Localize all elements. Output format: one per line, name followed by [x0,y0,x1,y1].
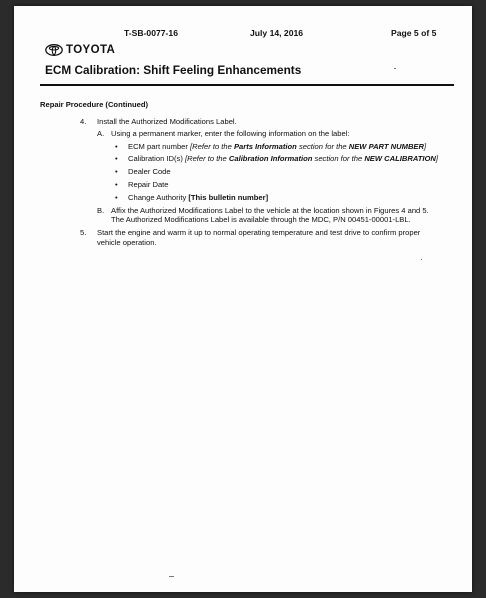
bullet-ref-end: ] [423,141,427,151]
step-number: 4. [80,117,87,126]
step-4 [80,117,440,225]
bullet-dot: • [115,167,118,177]
step-number: 5. [80,228,87,238]
toyota-logo [45,44,115,56]
substep-letter: B. [97,205,105,215]
bullet-label: Repair Date [128,179,169,189]
page-title: ECM Calibration: Shift Feeling Enhancements [45,63,302,77]
bullet-dot: • [115,141,118,151]
title-divider [40,84,454,86]
bullet-ref-mid: section for the [312,154,365,164]
substep-text: Using a permanent marker, enter the following information on the label: [111,128,350,138]
scan-speck [394,68,396,69]
toyota-emblem-icon [45,44,63,56]
bullet-ref-bold: Calibration Information [228,154,313,164]
doc-id: T-SB-0077-16 [124,28,178,38]
bullet-dealer-code [114,167,440,177]
bullet-label: Calibration ID(s) [128,154,185,164]
section-heading: Repair Procedure (Continued) [40,100,149,109]
bullet-label: Change Authority [128,192,189,202]
bullet-dot: • [115,192,118,202]
substep-text: Affix the Authorized Modifications Label to the vehicle at the location shown in Figures 4 and 5. The Authorized Modifications Label is available through the MDC, P/N 00451-00001-LBL. [111,205,429,225]
bullet-ref-bold: Parts Information [233,141,297,151]
document-page [14,6,472,592]
procedure-body [80,117,440,251]
bullet-dot: • [115,154,118,164]
step-5 [80,228,440,248]
step-text: Install the Authorized Modifications Label. [97,117,237,126]
bullet-ref-bold2: NEW CALIBRATION [364,154,436,164]
bullet-calibration-id [114,154,440,164]
bullet-ref-end: ] [435,154,439,164]
scan-speck [169,576,174,577]
bullet-label: Dealer Code [128,167,171,177]
bullet-label: ECM part number [128,141,191,151]
brand-name: TOYOTA [66,44,116,56]
bullet-ref-prefix: [Refer to the [184,154,229,164]
bullet-ref-prefix: [Refer to the [190,141,234,151]
substep-a [97,129,440,203]
substep-letter: A. [97,128,105,138]
bullet-change-authority [114,193,440,203]
step-text: Start the engine and warm it up to normal operating temperature and test drive to confirm proper vehicle operation. [97,228,421,247]
doc-date: July 14, 2016 [250,28,304,38]
bullet-dot: • [115,179,118,189]
scan-speck [421,259,422,260]
page-number: Page 5 of 5 [391,28,437,38]
bullet-bold: [This bulletin number] [188,192,269,202]
bullet-repair-date [114,180,440,190]
bullet-ecm-part-number [114,142,440,152]
substep-b [97,206,440,226]
bullet-ref-bold2: NEW PART NUMBER [348,141,424,151]
bullet-ref-mid: section for the [296,141,349,151]
